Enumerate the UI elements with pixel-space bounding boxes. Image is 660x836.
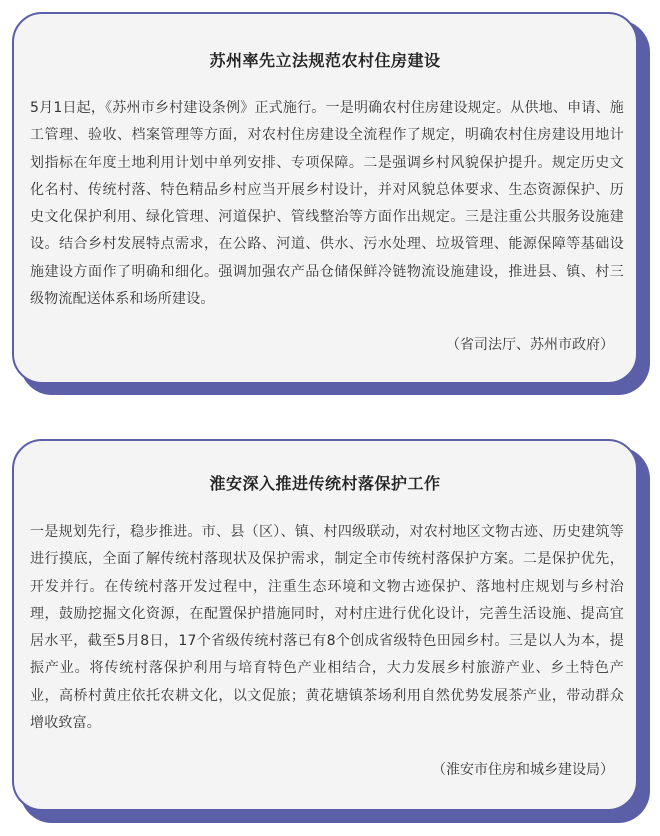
article-title: 苏州率先立法规范农村住房建设 bbox=[209, 51, 441, 70]
article-source: （淮安市住房和城乡建设局） bbox=[432, 762, 614, 778]
article-card-suzhou bbox=[12, 12, 638, 384]
article-body: 5月1日起，《苏州市乡村建设条例》正式施行。一是明确农村住房建设规定。从供地、申请、施工管理、验收、档案管理等方面，对农村住房建设全流程作了规定，明确农村住房建设用地计划指标在年度土地利用计划中单列安排、专项保障。二是强调乡村风貌保护提升。规定历史文化名村、传统村落、特色精品乡村应当开展乡村设计，并对风貌总体要求、生态资源保护、历史文化保护利用、绿化管理、河道保护、管线整治等方面作出规定。三是注重公共服务设施建设。结合乡村发展特点需求，在公路、河道、供水、污水处理、垃圾管理、能源保障等基础设施建设方面作了明确和细化。强调加强农产品仓储保鲜冷链物流设施建设，推进县、镇、村三级物流配送体系和场所建设。 bbox=[30, 100, 624, 308]
article-source: （省司法厅、苏州市政府） bbox=[446, 337, 614, 353]
article-title: 淮安深入推进传统村落保护工作 bbox=[209, 474, 441, 493]
article-card-huaian bbox=[12, 439, 638, 811]
article-body: 一是规划先行，稳步推进。市、县（区）、镇、村四级联动，对农村地区文物古迹、历史建筑等进行摸底，全面了解传统村落现状及保护需求，制定全市传统村落保护方案。二是保护优先，开发并行。在传统村落开发过程中，注重生态环境和文物古迹保护、落地村庄规划与乡村治理，鼓励挖掘文化资源，在配置保护措施同时，对村庄进行优化设计，完善生活设施、提高宜居水平，截至5月8日，17个省级传统村落已有8个创成省级特色田园乡村。三是以人为本，提振产业。将传统村落保护利用与培育特色产业相结合，大力发展乡村旅游产业、乡土特色产业，高桥村黄庄依托农耕文化，以文促旅；黄花塘镇茶场利用自然优势发展茶产业，带动群众增收致富。 bbox=[30, 524, 624, 732]
